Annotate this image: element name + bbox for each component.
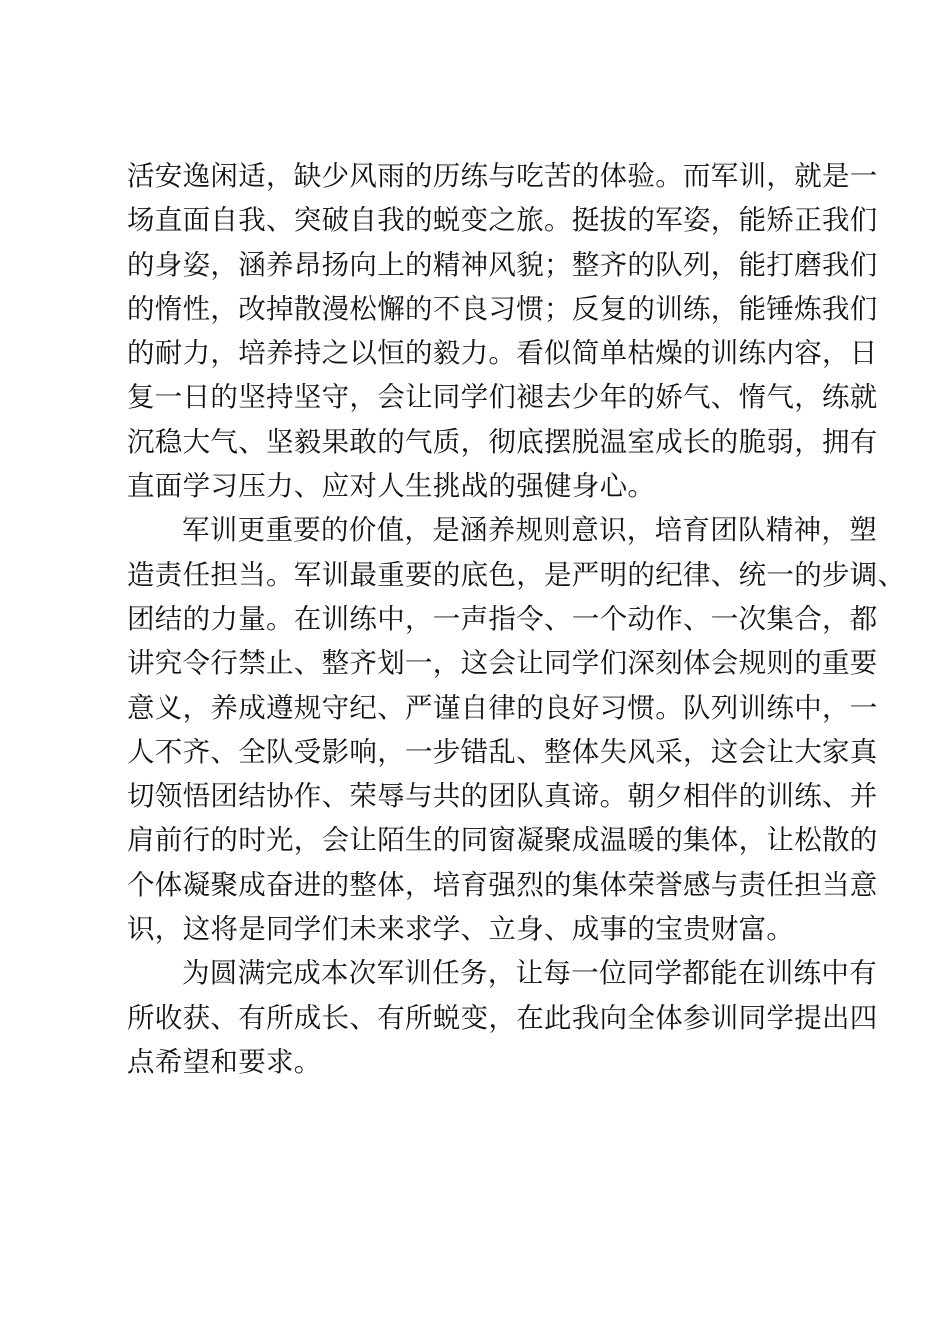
text-line: 识，这将是同学们未来求学、立身、成事的宝贵财富。 xyxy=(127,913,795,946)
text-line: 的耐力，培养持之以恒的毅力。看似简单枯燥的训练内容，日 xyxy=(127,337,878,370)
text-line: 的身姿，涵养昂扬向上的精神风貌；整齐的队列，能打磨我们 xyxy=(127,248,878,281)
text-line: 所收获、有所成长、有所蜕变，在此我向全体参训同学提出四 xyxy=(127,1001,878,1034)
text-line: 团结的力量。在训练中，一声指令、一个动作、一次集合，都 xyxy=(127,602,878,635)
text-line: 复一日的坚持坚守，会让同学们褪去少年的娇气、惰气，练就 xyxy=(127,381,878,414)
paragraph-3 xyxy=(127,951,878,1084)
text-line: 场直面自我、突破自我的蜕变之旅。挺拔的军姿，能矫正我们 xyxy=(127,204,878,237)
document-body xyxy=(127,154,906,1084)
text-line: 切领悟团结协作、荣辱与共的团队真谛。朝夕相伴的训练、并 xyxy=(127,780,878,813)
text-line: 肩前行的时光，会让陌生的同窗凝聚成温暖的集体，让松散的 xyxy=(127,824,878,857)
text-line-indented: 为圆满完成本次军训任务，让每一位同学都能在训练中有 xyxy=(182,957,877,990)
text-line: 点希望和要求。 xyxy=(127,1045,322,1078)
text-line: 的惰性，改掉散漫松懈的不良习惯；反复的训练，能锤炼我们 xyxy=(127,292,878,325)
text-line: 沉稳大气、坚毅果敢的气质，彻底摆脱温室成长的脆弱，拥有 xyxy=(127,425,878,458)
paragraph-2 xyxy=(127,508,906,951)
text-line: 直面学习压力、应对人生挑战的强健身心。 xyxy=(127,470,656,503)
text-line: 个体凝聚成奋进的整体，培育强烈的集体荣誉感与责任担当意 xyxy=(127,868,878,901)
text-line: 造责任担当。军训最重要的底色，是严明的纪律、统一的步调、 xyxy=(127,558,906,591)
text-line: 意义，养成遵规守纪、严谨自律的良好习惯。队列训练中，一 xyxy=(127,691,878,724)
text-line: 人不齐、全队受影响，一步错乱、整体失风采，这会让大家真 xyxy=(127,735,878,768)
text-line: 讲究令行禁止、整齐划一，这会让同学们深刻体会规则的重要 xyxy=(127,647,878,680)
text-line-indented: 军训更重要的价值，是涵养规则意识，培育团队精神，塑 xyxy=(182,514,877,547)
paragraph-1 xyxy=(127,154,878,508)
text-line: 活安逸闲适，缺少风雨的历练与吃苦的体验。而军训，就是一 xyxy=(127,160,878,192)
